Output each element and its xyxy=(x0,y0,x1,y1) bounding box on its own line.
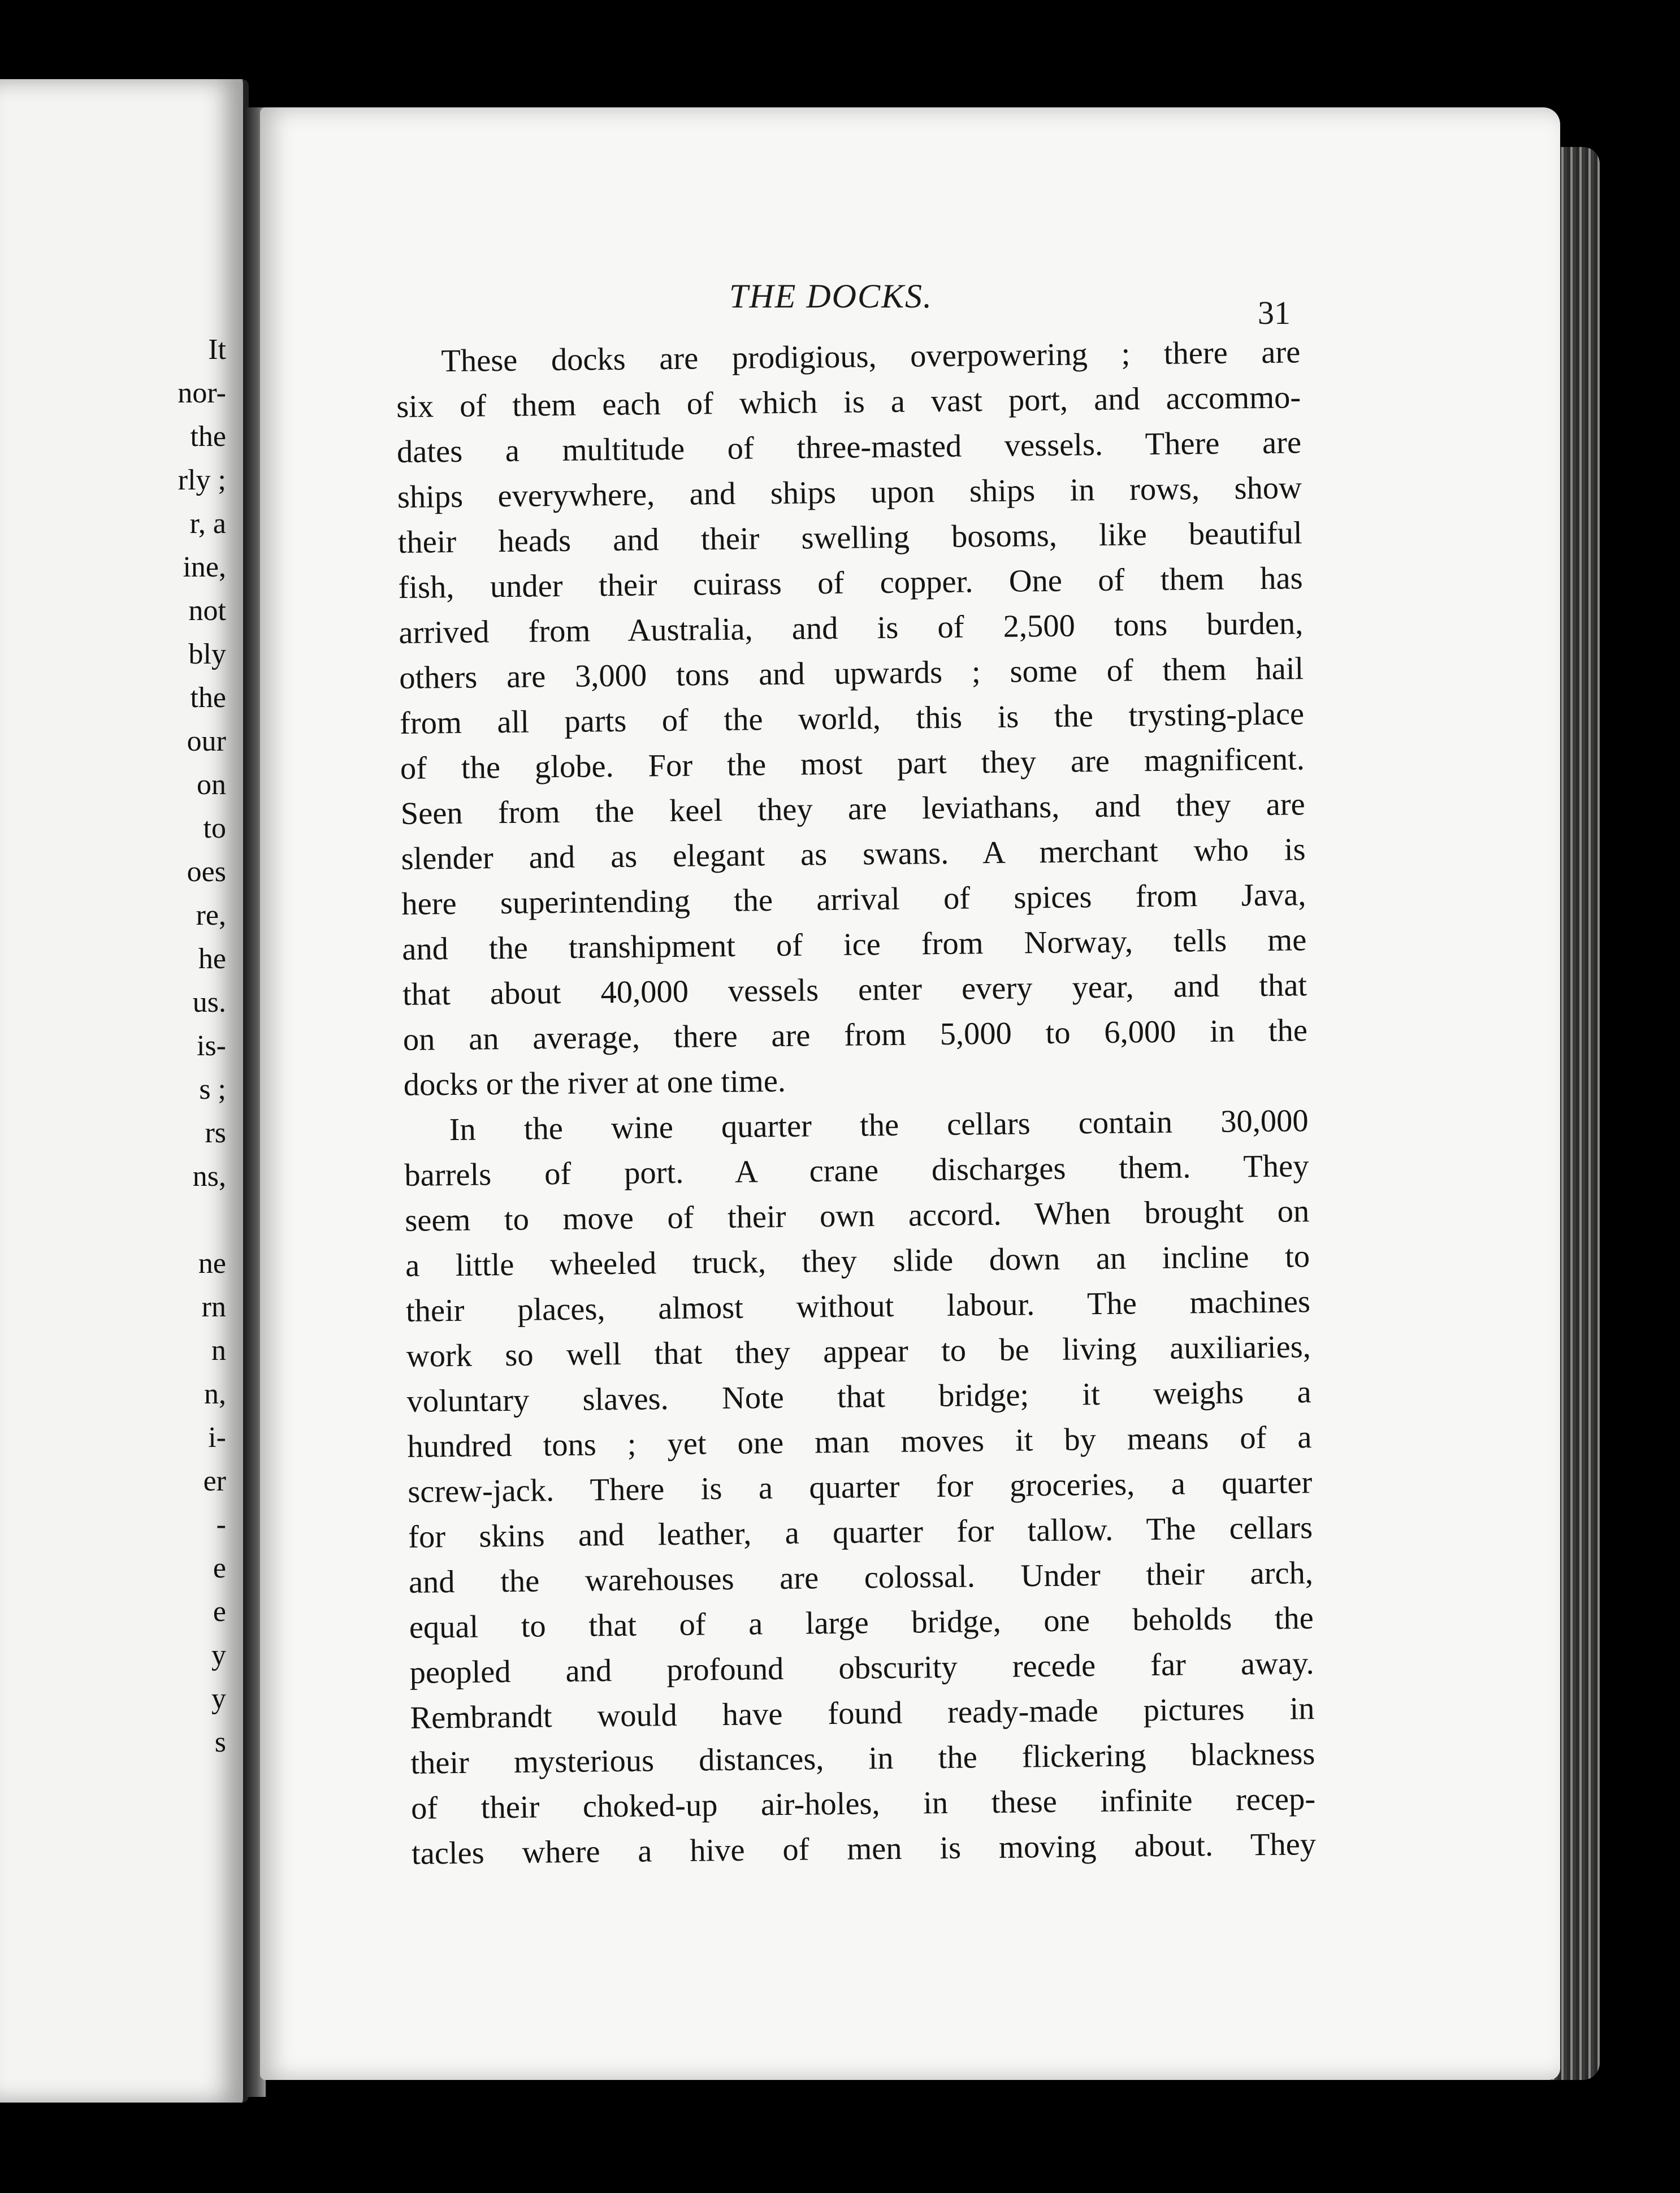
left-fragment: er xyxy=(203,1465,226,1497)
text-line: for skins and leather, a quarter for tallow. The cellars xyxy=(408,1510,1313,1555)
running-head: THE DOCKS. xyxy=(729,278,933,315)
text-line: here superintending the arrival of spices from Java, xyxy=(401,877,1306,922)
text-line: and the transhipment of ice from Norway, tells me xyxy=(401,922,1307,967)
text-line: that about 40,000 vessels enter every year, and that xyxy=(402,968,1307,1012)
left-fragment: the xyxy=(190,421,226,453)
left-fragment: not xyxy=(188,595,226,627)
left-fragment: y xyxy=(211,1639,226,1671)
left-fragment: It xyxy=(208,333,226,366)
text-line: their mysterious distances, in the flickering blackness xyxy=(410,1736,1315,1781)
text-line: work so well that they appear to be living auxiliaries, xyxy=(406,1329,1311,1374)
text-line: hundred tons ; yet one man moves it by means of a xyxy=(407,1420,1312,1464)
left-fragment: the xyxy=(190,682,226,714)
text-line: a little wheeled truck, they slide down an incline to xyxy=(405,1239,1310,1284)
text-line: In the wine quarter the cellars contain 30,000 xyxy=(449,1103,1309,1148)
left-fragment: on xyxy=(197,769,226,801)
text-line: seem to move of their own accord. When brought on xyxy=(405,1194,1310,1238)
left-fragment: ne xyxy=(198,1247,226,1280)
left-fragment: nor- xyxy=(177,377,226,409)
left-page-text-fragments xyxy=(57,328,226,1764)
left-fragment: s xyxy=(214,1726,226,1758)
left-fragment: oes xyxy=(187,856,226,888)
paragraph-1 xyxy=(396,330,1308,1108)
text-line: screw-jack. There is a quarter for groceries, a quarter xyxy=(408,1465,1313,1510)
left-fragment: r, a xyxy=(189,508,226,540)
left-fragment: he xyxy=(198,943,226,975)
text-line: These docks are prodigious, overpowering ; there are xyxy=(441,335,1301,379)
text-line: and the warehouses are colossal. Under their arch, xyxy=(408,1555,1314,1600)
text-line: their places, almost without labour. The machines xyxy=(405,1284,1311,1329)
left-fragment: to xyxy=(203,812,226,844)
text-line: peopled and profound obscurity recede far away. xyxy=(409,1646,1314,1691)
text-line: their heads and their swelling bosoms, like beautiful xyxy=(397,515,1303,560)
left-fragment: us. xyxy=(192,986,226,1019)
text-line: tacles where a hive of men is moving about. They xyxy=(411,1827,1317,1871)
left-fragment: rn xyxy=(201,1291,226,1323)
left-fragment: rly ; xyxy=(177,464,226,496)
left-fragment: re, xyxy=(196,899,226,931)
text-line: six of them each of which is a vast port, and accommo- xyxy=(396,380,1301,424)
text-line: docks or the river at one time. xyxy=(403,1063,786,1103)
left-fragment: e xyxy=(213,1552,226,1584)
text-line: from all parts of the world, this is the trysting-place xyxy=(399,696,1305,741)
left-fragment: is- xyxy=(197,1030,226,1062)
left-fragment: bly xyxy=(188,638,226,670)
text-line: Rembrandt would have found ready-made pictures in xyxy=(410,1691,1315,1736)
text-line: Seen from the keel they are leviathans, and they are xyxy=(400,787,1306,831)
body-text xyxy=(396,330,1316,1876)
left-page xyxy=(0,79,249,2103)
left-fragment: ns, xyxy=(192,1160,226,1193)
left-fragment xyxy=(57,1198,226,1242)
left-fragment: ine, xyxy=(183,551,226,583)
left-fragment: n, xyxy=(204,1378,226,1410)
text-line: of their choked-up air-holes, in these infinite recep- xyxy=(410,1782,1316,1826)
text-line: voluntary slaves. Note that bridge; it weighs a xyxy=(406,1375,1311,1419)
text-line: on an average, there are from 5,000 to 6,000 in the xyxy=(402,1013,1308,1058)
text-line: dates a multitude of three-masted vessels. There are xyxy=(396,425,1302,470)
text-line: others are 3,000 tons and upwards ; some of them hail xyxy=(399,651,1304,696)
left-fragment: rs xyxy=(205,1117,226,1149)
text-line: arrived from Australia, and is of 2,500 tons burden, xyxy=(399,606,1304,651)
paragraph-2 xyxy=(404,1098,1316,1876)
left-fragment: - xyxy=(216,1509,226,1541)
page-number: 31 xyxy=(1258,294,1291,331)
left-fragment: n xyxy=(211,1334,226,1367)
text-line: ships everywhere, and ships upon ships in rows, show xyxy=(397,470,1302,515)
left-fragment: i- xyxy=(208,1421,226,1454)
text-line: fish, under their cuirass of copper. One of them has xyxy=(398,561,1303,605)
text-line: slender and as elegant as swans. A merchant who is xyxy=(401,832,1306,877)
left-fragment: y xyxy=(211,1683,226,1715)
text-line: equal to that of a large bridge, one beholds the xyxy=(409,1601,1314,1645)
left-fragment: e xyxy=(213,1596,226,1628)
left-fragment: our xyxy=(187,725,226,757)
text-line: barrels of port. A crane discharges them. They xyxy=(404,1148,1309,1193)
left-fragment: s ; xyxy=(199,1073,226,1106)
text-line: of the globe. For the most part they are magnificent. xyxy=(400,742,1305,786)
